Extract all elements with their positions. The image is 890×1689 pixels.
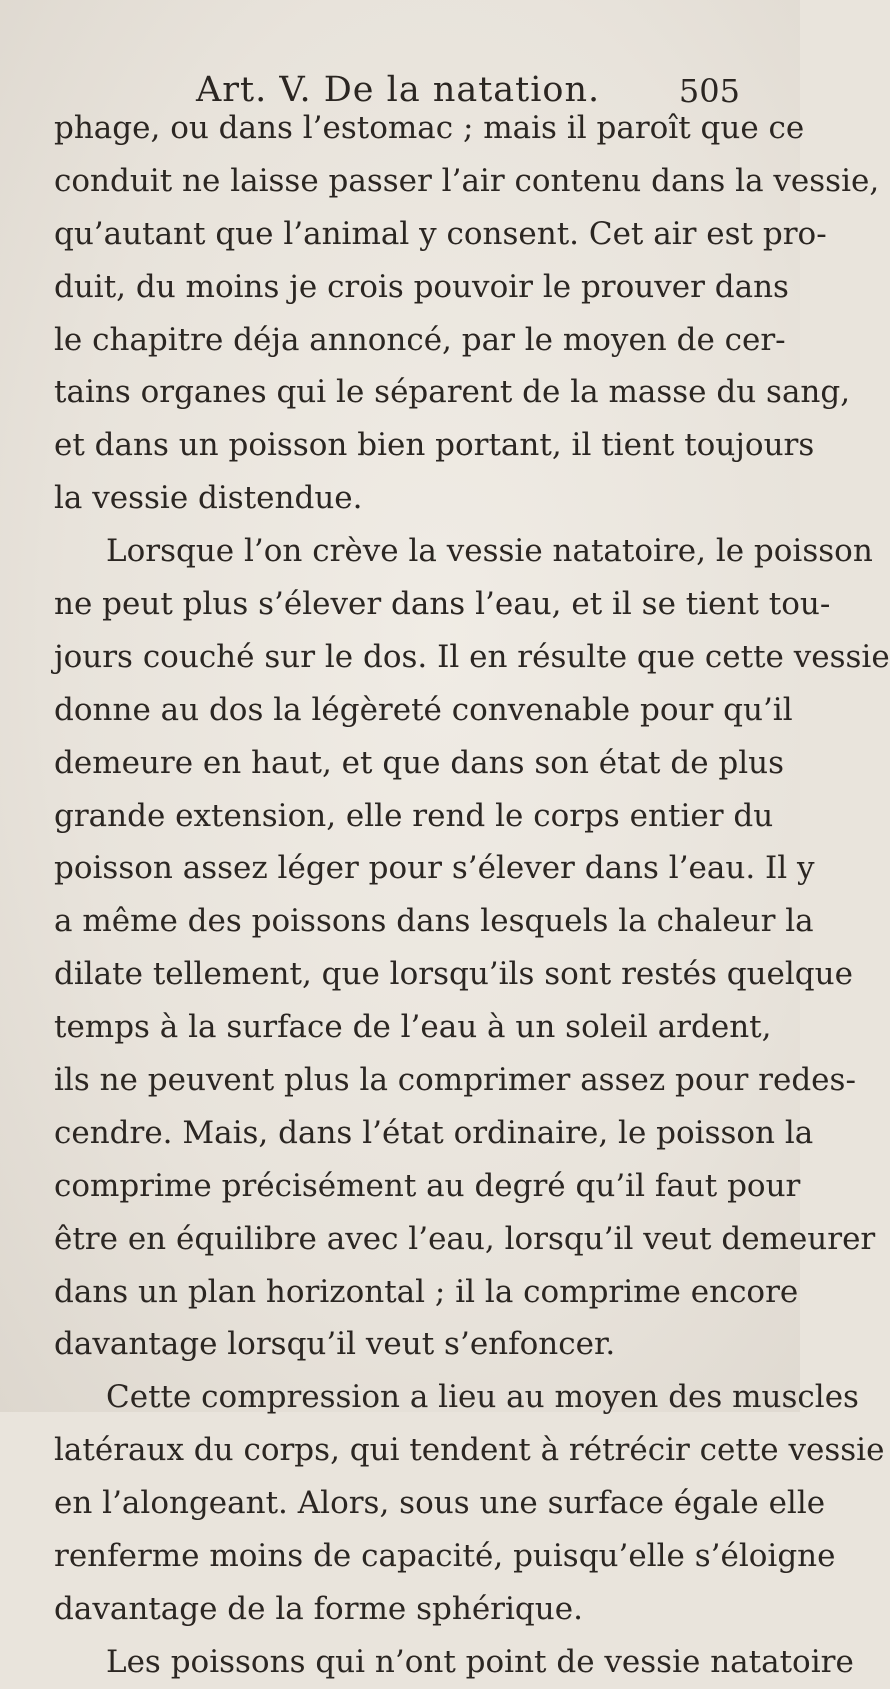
text-line: davantage de la forme sphérique. bbox=[54, 1590, 583, 1627]
paragraph-start-line: Les poissons qui n’ont point de vessie natatoire bbox=[106, 1643, 854, 1680]
running-head: Art. V. De la natation. bbox=[196, 70, 601, 110]
text-line: le chapitre déja annoncé, par le moyen de cer- bbox=[54, 321, 786, 358]
text-line: a même des poissons dans lesquels la chaleur la bbox=[54, 903, 814, 940]
text-line: tains organes qui le séparent de la masse du sang, bbox=[54, 374, 851, 411]
text-line: grande extension, elle rend le corps entier du bbox=[54, 797, 774, 834]
text-line: phage, ou dans l’estomac ; mais il paroît que ce bbox=[54, 110, 805, 146]
text-line: et dans un poisson bien portant, il tient toujours bbox=[54, 427, 815, 464]
text-line: ne peut plus s’élever dans l’eau, et il se tient tou- bbox=[54, 586, 831, 623]
text-line: être en équilibre avec l’eau, lorsqu’il veut demeurer bbox=[54, 1220, 876, 1257]
paragraph-start-line: Lorsque l’on crève la vessie natatoire, le poisson bbox=[106, 533, 873, 570]
body-text bbox=[54, 102, 890, 1689]
text-line: davantage lorsqu’il veut s’enfoncer. bbox=[54, 1326, 616, 1363]
text-line: dilate tellement, que lorsqu’ils sont restés quelque bbox=[54, 956, 853, 993]
text-line: renferme moins de capacité, puisqu’elle s’éloigne bbox=[54, 1538, 836, 1575]
text-line: la vessie distendue. bbox=[54, 480, 363, 517]
text-line: latéraux du corps, qui tendent à rétrécir cette vessie bbox=[54, 1432, 885, 1469]
text-line: jours couché sur le dos. Il en résulte que cette vessie bbox=[54, 638, 890, 675]
text-line: dans un plan horizontal ; il la comprime encore bbox=[54, 1273, 799, 1310]
text-line: en l’alongeant. Alors, sous une surface égale elle bbox=[54, 1485, 826, 1522]
page-number: 505 bbox=[678, 72, 740, 110]
text-line: comprime précisément au degré qu’il faut pour bbox=[54, 1167, 801, 1204]
text-line: poisson assez léger pour s’élever dans l’eau. Il y bbox=[54, 850, 815, 887]
text-line: ils ne peuvent plus la comprimer assez pour redes- bbox=[54, 1062, 856, 1099]
text-line: conduit ne laisse passer l’air contenu dans la vessie, bbox=[54, 162, 880, 199]
text-line: duit, du moins je crois pouvoir le prouver dans bbox=[54, 268, 789, 305]
text-line: demeure en haut, et que dans son état de plus bbox=[54, 744, 785, 781]
text-line: temps à la surface de l’eau à un soleil ardent, bbox=[54, 1009, 772, 1046]
text-line: donne au dos la légèreté convenable pour qu’il bbox=[54, 691, 793, 728]
text-line: cendre. Mais, dans l’état ordinaire, le poisson la bbox=[54, 1114, 814, 1151]
text-line: qu’autant que l’animal y consent. Cet air est pro- bbox=[54, 215, 827, 252]
paragraph-start-line: Cette compression a lieu au moyen des muscles bbox=[106, 1379, 859, 1416]
